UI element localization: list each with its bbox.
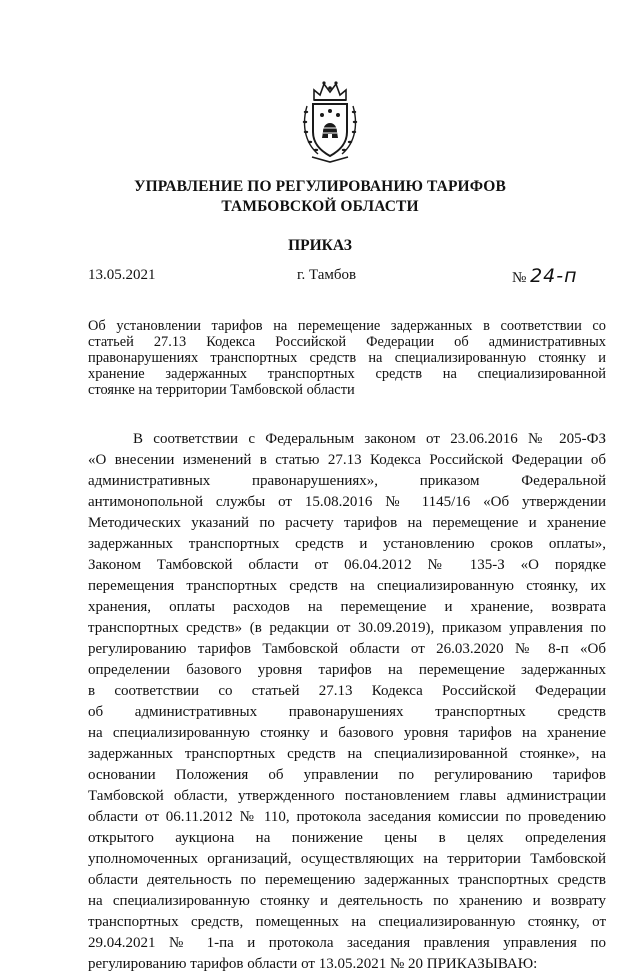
body-line: на специализированную стоянку и базового уровня тарифов на хранение [88, 725, 606, 741]
body-line: перемещения транспортных средств на специализированную стоянку, их [88, 578, 606, 594]
body-line: определении базового уровня тарифов на перемещение задержанных [88, 662, 606, 678]
subject-line: Об установлении тарифов на перемещение задержанных в соответствии со [88, 318, 606, 334]
document-date: 13.05.2021 [88, 267, 156, 283]
body-line: основании Положения об управлении по регулированию тарифов [88, 767, 606, 783]
body-line: хранения, оплаты расходов на перемещение и хранение, возврата [88, 599, 606, 615]
subject-line: хранение задержанных транспортных средств на специализированной [88, 366, 606, 382]
subject-line: стоянке на территории Тамбовской области [88, 382, 355, 398]
body-line: Тамбовской области, утвержденного постановлением главы администрации [88, 788, 606, 804]
handwritten-number: 24-п [530, 265, 578, 287]
body-line: Методических указаний по расчету тарифов на перемещение и хранение [88, 515, 606, 531]
body-line: уполномоченных организаций, осуществляющих на территории Тамбовской [88, 851, 606, 867]
subject-line: статьей 27.13 Кодекса Российской Федерации об административных [88, 334, 606, 350]
organization-name-line2: ТАМБОВСКОЙ ОБЛАСТИ [221, 198, 419, 215]
body-line: на специализированную стоянку и деятельность по хранению и возврату [88, 893, 606, 909]
document-number [512, 265, 578, 287]
subject-line: правонарушениях транспортных средств на специализированную стоянку и [88, 350, 606, 366]
coat-of-arms-icon [300, 78, 360, 164]
body-line: в соответствии со статьей 27.13 Кодекса Российской Федерации [88, 683, 606, 699]
body-line: В соответствии с Федеральным законом от 23.06.2016 № 205-ФЗ [133, 431, 606, 447]
body-line: транспортных средств, помещенных на специализированную стоянку, от [88, 914, 606, 930]
body-line: об административных правонарушениях транспортных средств [88, 704, 606, 720]
body-line: Законом Тамбовской области от 06.04.2012 № 135-З «О порядке [88, 557, 606, 573]
body-line: регулированию тарифов области от 13.05.2021 № 20 ПРИКАЗЫВАЮ: [88, 956, 538, 972]
body-line: задержанных транспортных средств на специализированной стоянке», на [88, 746, 606, 762]
organization-name-line1: УПРАВЛЕНИЕ ПО РЕГУЛИРОВАНИЮ ТАРИФОВ [134, 178, 506, 195]
body-line: области деятельность по перемещению задержанных транспортных средств [88, 872, 606, 888]
body-line: открытого аукциона на понижение цены в целях определения [88, 830, 606, 846]
body-line: задержанных транспортных средств и установлению сроков оплаты», [88, 536, 606, 552]
body-line: административных правонарушениях», приказом Федеральной [88, 473, 606, 489]
body-line: области от 06.11.2012 № 110, протокола заседания комиссии по проведению [88, 809, 606, 825]
number-sign: № [512, 270, 527, 286]
body-line: «О внесении изменений в статью 27.13 Кодекса Российской Федерации об [88, 452, 606, 468]
document-city: г. Тамбов [297, 267, 357, 283]
body-line: транспортных средств» (в редакции от 30.09.2019), приказом управления по [88, 620, 606, 636]
document-type-title: ПРИКАЗ [288, 237, 352, 254]
body-line: 29.04.2021 № 1-па и протокола заседания правления управления по [88, 935, 606, 951]
body-line: регулированию тарифов Тамбовской области от 26.03.2020 № 8-п «Об [88, 641, 606, 657]
body-line: антимонопольной службы от 15.08.2016 № 1145/16 «Об утверждении [88, 494, 606, 510]
